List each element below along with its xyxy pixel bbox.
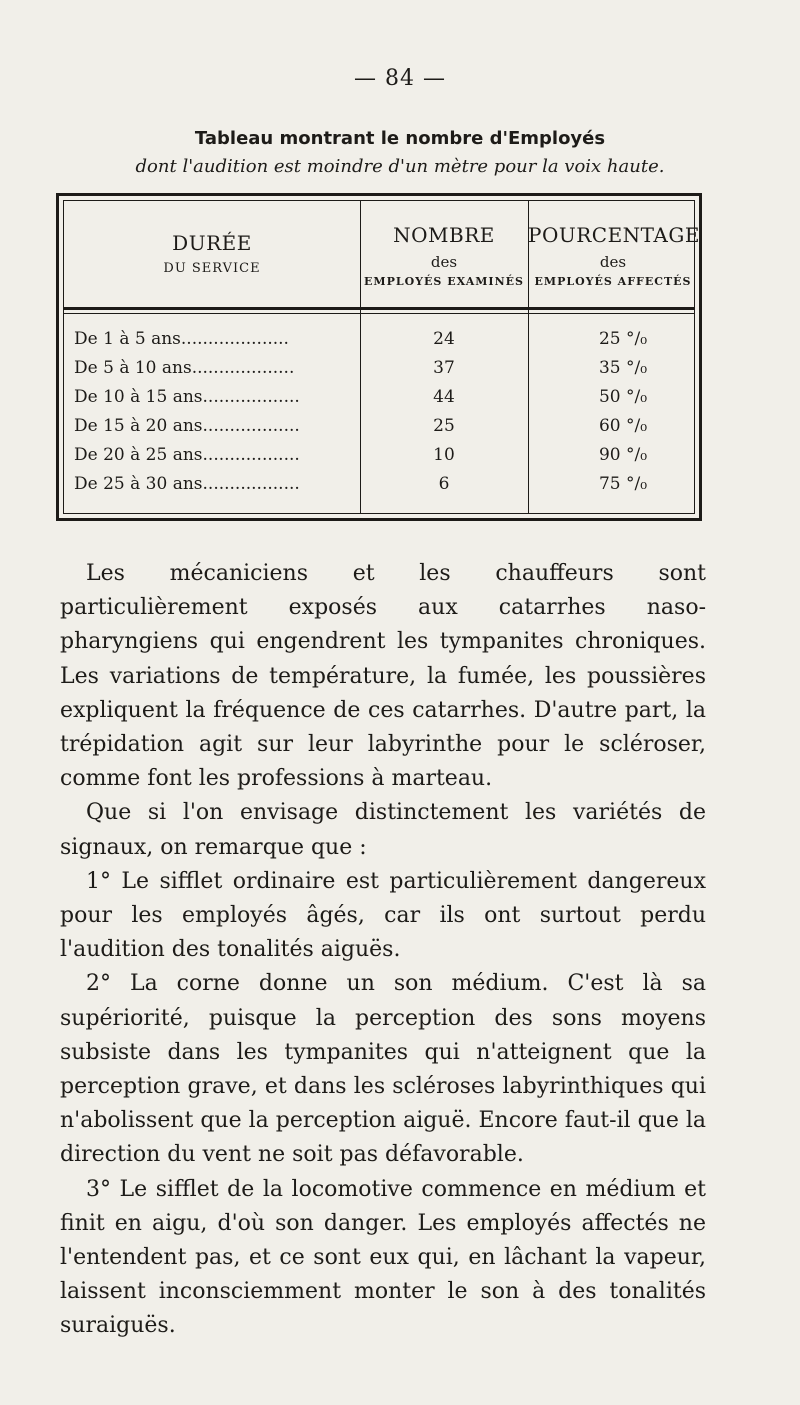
- table-row: [64, 358, 694, 387]
- table-title: Tableau montrant le nombre d'Employés: [194, 128, 606, 149]
- row-count: 6: [438, 474, 450, 494]
- header-nombre-mid: des: [430, 253, 458, 271]
- row-count: 10: [433, 445, 455, 465]
- header-nombre-sub: EMPLOYÉS EXAMINÉS: [364, 275, 524, 288]
- row-percentage: 35 °/₀: [598, 358, 648, 378]
- row-period: De 15 à 20 ans..................: [74, 416, 300, 436]
- paragraph: 2° La corne donne un son médium. C'est là sa supériorité, puisque la perception des sons moyens subsiste dans les tympanites qui n'atteignent que la perception grave, et dans les scléroses labyrinthiques qui n'abolissent que la perception aiguë. Encore faut-il que la direction du vent ne soit pas défavorable.: [60, 971, 706, 1168]
- table-row: [64, 329, 694, 358]
- paragraph: Les mécaniciens et les chauffeurs sont particulièrement exposés aux catarrhes naso-pharyngiens qui engendrent les tympanites chroniques. Les variations de température, la fumée, les poussières expliquent la fréquence de ces catarrhes. D'autre part, la trépidation agit sur leur labyrinthe pour le scléroser, comme font les professions à marteau.: [60, 561, 706, 792]
- row-period: De 1 à 5 ans....................: [74, 329, 289, 349]
- row-count: 25: [433, 416, 455, 436]
- row-percentage: 50 °/₀: [598, 387, 648, 407]
- table-row: [64, 416, 694, 445]
- row-period: De 5 à 10 ans...................: [74, 358, 295, 378]
- header-nombre-main: NOMBRE: [393, 223, 495, 247]
- data-table: [56, 193, 702, 521]
- row-period: De 25 à 30 ans..................: [74, 474, 300, 494]
- table-inner-border: [63, 200, 700, 514]
- page-number: — 84 —: [354, 66, 446, 91]
- table-row: [64, 474, 694, 503]
- table-body: [64, 329, 694, 503]
- body-text: [60, 557, 706, 1344]
- header-nombre: [360, 223, 528, 288]
- header-pourcentage: [528, 223, 698, 288]
- row-period: De 20 à 25 ans..................: [74, 445, 300, 465]
- header-duree-main: DURÉE: [172, 231, 252, 255]
- row-period: De 10 à 15 ans..................: [74, 387, 300, 407]
- row-count: 37: [433, 358, 455, 378]
- table-row: [64, 445, 694, 474]
- row-percentage: 75 °/₀: [598, 474, 648, 494]
- header-duree-sub: DU SERVICE: [163, 261, 261, 276]
- header-duree: [64, 231, 360, 276]
- table-subtitle: dont l'audition est moindre d'un mètre pour la voix haute.: [135, 156, 665, 177]
- row-percentage: 90 °/₀: [598, 445, 648, 465]
- header-pourcentage-mid: des: [599, 253, 627, 271]
- row-percentage: 25 °/₀: [598, 329, 648, 349]
- row-count: 44: [433, 387, 455, 407]
- header-pourcentage-main: POURCENTAGE: [528, 223, 700, 247]
- row-percentage: 60 °/₀: [598, 416, 648, 436]
- paragraph: Que si l'on envisage distinctement les variétés de signaux, on remarque que :: [60, 800, 706, 860]
- paragraph: 3° Le sifflet de la locomotive commence en médium et finit en aigu, d'où son danger. Les employés affectés ne l'entendent pas, et ce sont eux qui, en lâchant la vapeur, laissent inconsciemment monter le son à des tonalités suraiguës.: [60, 1176, 706, 1339]
- paragraph: 1° Le sifflet ordinaire est particulièrement dangereux pour les employés âgés, car ils ont surtout perdu l'audition des tonalités aiguës.: [60, 868, 706, 963]
- header-rule: [64, 307, 694, 310]
- row-count: 24: [433, 329, 455, 349]
- table-row: [64, 387, 694, 416]
- header-rule-thin: [64, 313, 694, 314]
- header-pourcentage-sub: EMPLOYÉS AFFECTÉS: [534, 275, 692, 288]
